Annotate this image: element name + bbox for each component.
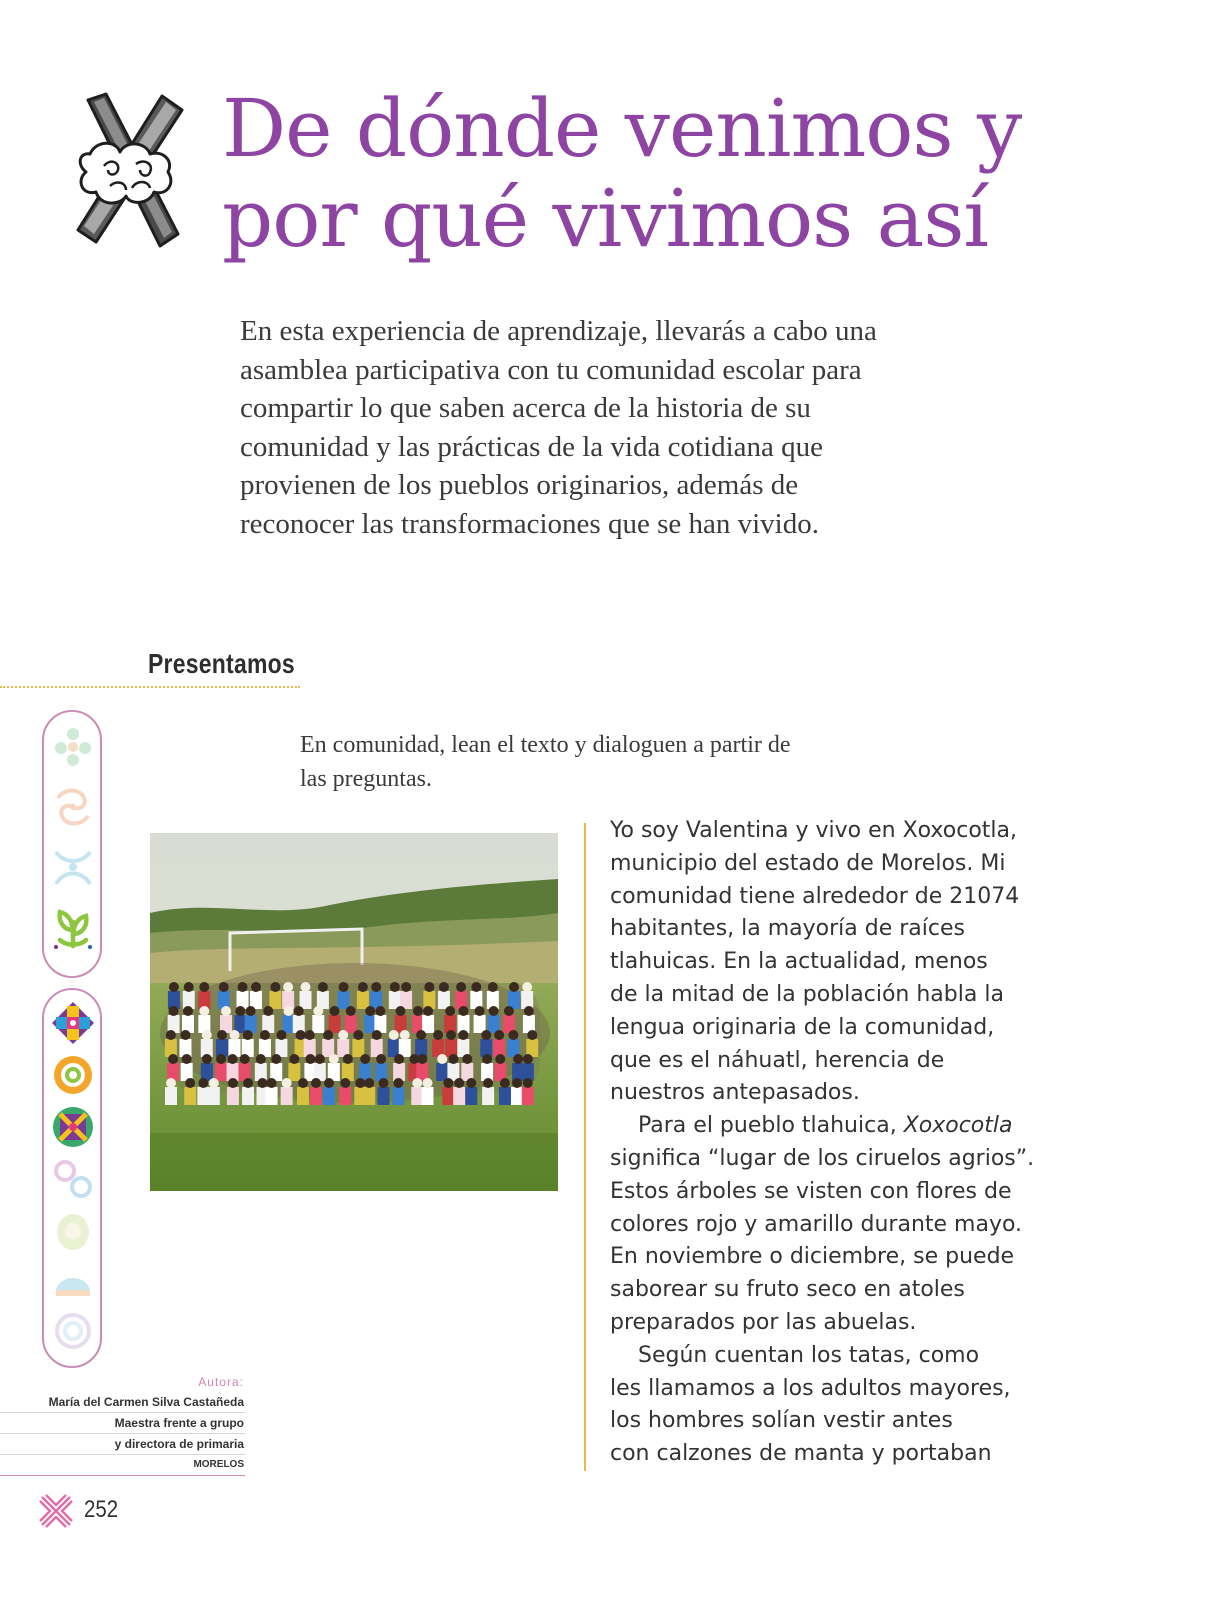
photo-person-head [346, 1006, 356, 1016]
photo-person [445, 1039, 457, 1057]
footer-emblem-icon [38, 1493, 74, 1529]
photo-person-head [251, 982, 261, 992]
photo-person-head [400, 1030, 410, 1040]
photo-person-head [378, 1078, 388, 1088]
photo-person-head [263, 1006, 273, 1016]
photo-person-head [495, 1054, 505, 1064]
author-label: Autora: [198, 1375, 244, 1389]
photo-person-head [182, 1054, 192, 1064]
photo-person-head [329, 1054, 339, 1064]
photo-person [167, 1063, 179, 1081]
photo-person-head [482, 1054, 492, 1064]
photo-person [345, 1015, 357, 1033]
photo-person-head [184, 982, 194, 992]
photo-person-head [375, 1006, 385, 1016]
photo-person [339, 1087, 351, 1105]
photo-person [363, 1087, 375, 1105]
photo-person-head [283, 982, 293, 992]
photo-person [165, 1087, 177, 1105]
photo-person [242, 1087, 254, 1105]
photo-person-head [355, 1078, 365, 1088]
photo-person-head [513, 1054, 523, 1064]
photo-person [436, 1063, 448, 1081]
photo-person-head [523, 1054, 533, 1064]
photo-person-head [512, 1078, 522, 1088]
photo-person-head [462, 1054, 472, 1064]
story-line: los hombres solían vestir antes [610, 1408, 953, 1434]
photo-person-head [257, 1078, 267, 1088]
story-line: comunidad tiene alrededor de 21074 [610, 883, 1020, 909]
story-line: Según cuentan los tatas, como [638, 1342, 980, 1368]
photo-person-head [448, 1054, 458, 1064]
photo-person-head [466, 1078, 476, 1088]
photo-person [227, 1087, 239, 1105]
bulb-icon [50, 1208, 96, 1254]
photo-person-head [443, 1078, 453, 1088]
photo-person-head [289, 1054, 299, 1064]
photo-person [208, 1087, 220, 1105]
page-title-line-2: por qué vivimos así [222, 172, 988, 265]
author-name: María del Carmen Silva Castañeda [0, 1392, 245, 1413]
story-line [610, 1110, 1090, 1143]
photo-person [184, 1087, 196, 1105]
photo-person [218, 991, 230, 1009]
photo-person [198, 1015, 210, 1033]
story-line: municipio del estado de Morelos. Mi [610, 850, 1006, 876]
photo-person-head [338, 1030, 348, 1040]
photo-person [352, 1039, 364, 1057]
photo-person-head [445, 1006, 455, 1016]
intro-paragraph: En esta experiencia de aprendizaje, llevarás a cabo una asamblea participativa con tu comunidad escolar para compartir lo que saben acerca de la historia de su comunidad y las prácticas de la vida cotidiana que provienen de los pueblos originarios, además de reconocer las transformaciones que se han vivido. [240, 315, 877, 540]
photo-person-head [376, 1054, 386, 1064]
photo-person-head [437, 1054, 447, 1064]
photo-person-head [459, 1006, 469, 1016]
photo-person-head [235, 1006, 245, 1016]
photo-person-head [360, 1054, 370, 1064]
story-text [610, 815, 1090, 1471]
photo-person-head [243, 1030, 253, 1040]
photo-person-head [340, 1078, 350, 1088]
photo-person-head [256, 1054, 266, 1064]
section-divider [0, 686, 300, 688]
photo-person-head [311, 1078, 321, 1088]
photo-person-head [267, 1078, 277, 1088]
x-box-icon [50, 1104, 96, 1150]
photo-person-head [423, 1006, 433, 1016]
photo-person [375, 1063, 387, 1081]
photo-person-head [199, 982, 209, 992]
photo-person-head [271, 1054, 281, 1064]
photo-person-head [395, 1006, 405, 1016]
link-icon [50, 1156, 96, 1202]
photo-person-head [202, 1030, 212, 1040]
photo-person-head [488, 982, 498, 992]
photo-person-head [243, 1078, 253, 1088]
story-line: lengua originaria de la comunidad, [610, 1014, 995, 1040]
photo-person-head [168, 1054, 178, 1064]
photo-person-head [216, 1054, 226, 1064]
photo-person-head [183, 1006, 193, 1016]
photo-person [237, 991, 249, 1009]
story-line: les llamamos a los adultos mayores, [610, 1375, 1011, 1401]
photo-person [455, 991, 467, 1009]
photo-person-head [228, 1054, 238, 1064]
photo-person-head [481, 1030, 491, 1040]
story-line: significa “lugar de los ciruelos agrios”. [610, 1145, 1035, 1171]
photo-person-head [504, 1006, 514, 1016]
photo-person-head [305, 1054, 315, 1064]
mound-icon [50, 1260, 96, 1306]
photo-person [411, 1087, 423, 1105]
photo-person-head [433, 1030, 443, 1040]
spiral-circle-icon [50, 1052, 96, 1098]
story-line: colores rojo y amarillo durante mayo. [610, 1211, 1023, 1237]
author-role-2: y directora de primaria [0, 1434, 245, 1455]
photo-person-head [413, 1006, 423, 1016]
photo-person [377, 1087, 389, 1105]
author-credits [0, 1372, 245, 1476]
photo-person-head [169, 982, 179, 992]
photo-person-head [394, 1054, 404, 1064]
photo-person [297, 1087, 309, 1105]
photo-person-head [298, 1078, 308, 1088]
photo-person [338, 991, 350, 1009]
story-line: Yo soy Valentina y vivo en Xoxocotla, [610, 818, 1017, 843]
photo-person [392, 1087, 404, 1105]
photo-person-head [456, 982, 466, 992]
story-line: Estos árboles se visten con flores de [610, 1178, 1012, 1204]
photo-person-head [500, 1078, 510, 1088]
photo-person-head [389, 1030, 399, 1040]
photo-person [215, 1063, 227, 1081]
photo-person-head [169, 1006, 179, 1016]
community-photo [150, 833, 558, 1191]
photo-person [357, 991, 369, 1009]
photo-person-head [454, 1078, 464, 1088]
story-line: En noviembre o diciembre, se puede [610, 1244, 1015, 1270]
photo-person [499, 1087, 511, 1105]
story-line: habitantes, la mayoría de raíces [610, 916, 965, 942]
photo-person-head [166, 1030, 176, 1040]
photo-person-head [416, 1030, 426, 1040]
story-p2-italic: Xoxocotla [903, 1113, 1013, 1139]
photo-person [465, 1087, 477, 1105]
page-title-line-1: De dónde venimos y [222, 82, 1022, 175]
photo-person-head [282, 1078, 292, 1088]
photo-person [288, 1063, 300, 1081]
photo-person [229, 1039, 241, 1057]
photo-person [281, 1087, 293, 1105]
photo-person-head [221, 1006, 231, 1016]
photo-person-head [358, 982, 368, 992]
photo-person-head [228, 1078, 238, 1088]
photo-person-head [185, 1078, 195, 1088]
photo-person-head [230, 1030, 240, 1040]
photo-person-head [471, 982, 481, 992]
story-line: nuestros antepasados. [610, 1080, 860, 1106]
photo-person-head [522, 982, 532, 992]
photo-person-head [372, 1030, 382, 1040]
page-number: 252 [84, 1496, 119, 1523]
photo-person [323, 1087, 335, 1105]
photo-person [293, 1015, 305, 1033]
photo-person-head [198, 1078, 208, 1088]
photo-person-head [412, 1078, 422, 1088]
photo-person [422, 1015, 434, 1033]
photo-person-head [523, 1078, 533, 1088]
photo-person-head [439, 982, 449, 992]
spiral-icon [50, 784, 96, 830]
author-role-1: Maestra frente a grupo [0, 1413, 245, 1434]
photo-person [511, 1087, 523, 1105]
photo-person [312, 1015, 324, 1033]
photo-person-head [343, 1054, 353, 1064]
section-heading: Presentamos [148, 648, 295, 679]
swirl-icon [50, 1308, 96, 1354]
photo-person [283, 1015, 295, 1033]
photo-person-head [417, 1054, 427, 1064]
photo-person [442, 1087, 454, 1105]
page-title [222, 84, 1122, 264]
cross-diamond-icon [50, 1000, 96, 1046]
sprout-icon [50, 904, 96, 950]
photo-person-head [527, 1030, 537, 1040]
photo-person-head [315, 1054, 325, 1064]
photo-person-head [401, 982, 411, 992]
photo-person-head [324, 1078, 334, 1088]
story-line: preparados por las abuelas. [610, 1309, 917, 1335]
story-line: que es el náhuatl, herencia de [610, 1047, 945, 1073]
photo-person-head [371, 982, 381, 992]
story-line: de la mitad de la población habla la [610, 981, 1004, 1007]
photo-person-head [365, 1006, 375, 1016]
photo-person-head [446, 1030, 456, 1040]
photo-person-head [424, 982, 434, 992]
photo-person-head [364, 1078, 374, 1088]
photo-person-head [199, 1006, 209, 1016]
photo-person-head [284, 1006, 294, 1016]
photo-person-head [508, 1030, 518, 1040]
author-state: MORELOS [0, 1455, 245, 1476]
photo-person [329, 1015, 341, 1033]
photo-person [521, 991, 533, 1009]
photo-person-head [166, 1078, 176, 1088]
photo-person-head [270, 982, 280, 992]
photo-person [421, 1087, 433, 1105]
photo-person-head [353, 1030, 363, 1040]
photo-person-head [296, 1030, 306, 1040]
photo-person-head [217, 1030, 227, 1040]
photo-person-head [475, 1006, 485, 1016]
title-emblem-icon [70, 92, 188, 252]
photo-person [482, 1087, 494, 1105]
photo-person-head [305, 1030, 315, 1040]
photo-person-head [422, 1078, 432, 1088]
photo-person-head [318, 982, 328, 992]
photo-person [474, 1015, 486, 1033]
photo-person-head [313, 1006, 323, 1016]
photo-person-head [494, 1030, 504, 1040]
photo-person-head [330, 1006, 340, 1016]
photo-person-head [246, 1006, 256, 1016]
photo-person [197, 1087, 209, 1105]
leaf-cluster-icon [50, 724, 96, 770]
photo-person [165, 1039, 177, 1057]
instruction-text: En comunidad, lean el texto y dialoguen a partir de las preguntas. [300, 732, 791, 792]
photo-person-head [524, 1006, 534, 1016]
photo-person-head [238, 982, 248, 992]
photo-person [522, 1087, 534, 1105]
story-line: saborear su fruto seco en atoles [610, 1277, 965, 1303]
story-line: con calzones de manta y portaban [610, 1441, 992, 1467]
photo-person [269, 991, 281, 1009]
photo-person-head [390, 982, 400, 992]
photo-person-head [323, 1030, 333, 1040]
photo-person-head [458, 1030, 468, 1040]
photo-person [266, 1087, 278, 1105]
photo-person-head [260, 1030, 270, 1040]
photo-person-head [393, 1078, 403, 1088]
photo-person-head [180, 1030, 190, 1040]
photo-person-head [509, 982, 519, 992]
photo-person-head [483, 1078, 493, 1088]
photo-person-head [301, 982, 311, 992]
photo-person-head [240, 1054, 250, 1064]
story-divider [584, 823, 586, 1471]
photo-person-head [276, 1030, 286, 1040]
photo-person-head [339, 982, 349, 992]
photo-person [310, 1087, 322, 1105]
photo-person-head [202, 1054, 212, 1064]
photo-person [453, 1087, 465, 1105]
photo-person-head [219, 982, 229, 992]
photo-person-head [294, 1006, 304, 1016]
figure-icon [50, 844, 96, 890]
photo-person [300, 991, 312, 1009]
photo-person-head [489, 1006, 499, 1016]
story-line: tlahuicas. En la actualidad, menos [610, 949, 988, 975]
photo-person-head [209, 1078, 219, 1088]
photo-person [438, 991, 450, 1009]
story-p2-prefix: Para el pueblo tlahuica, [638, 1113, 904, 1139]
